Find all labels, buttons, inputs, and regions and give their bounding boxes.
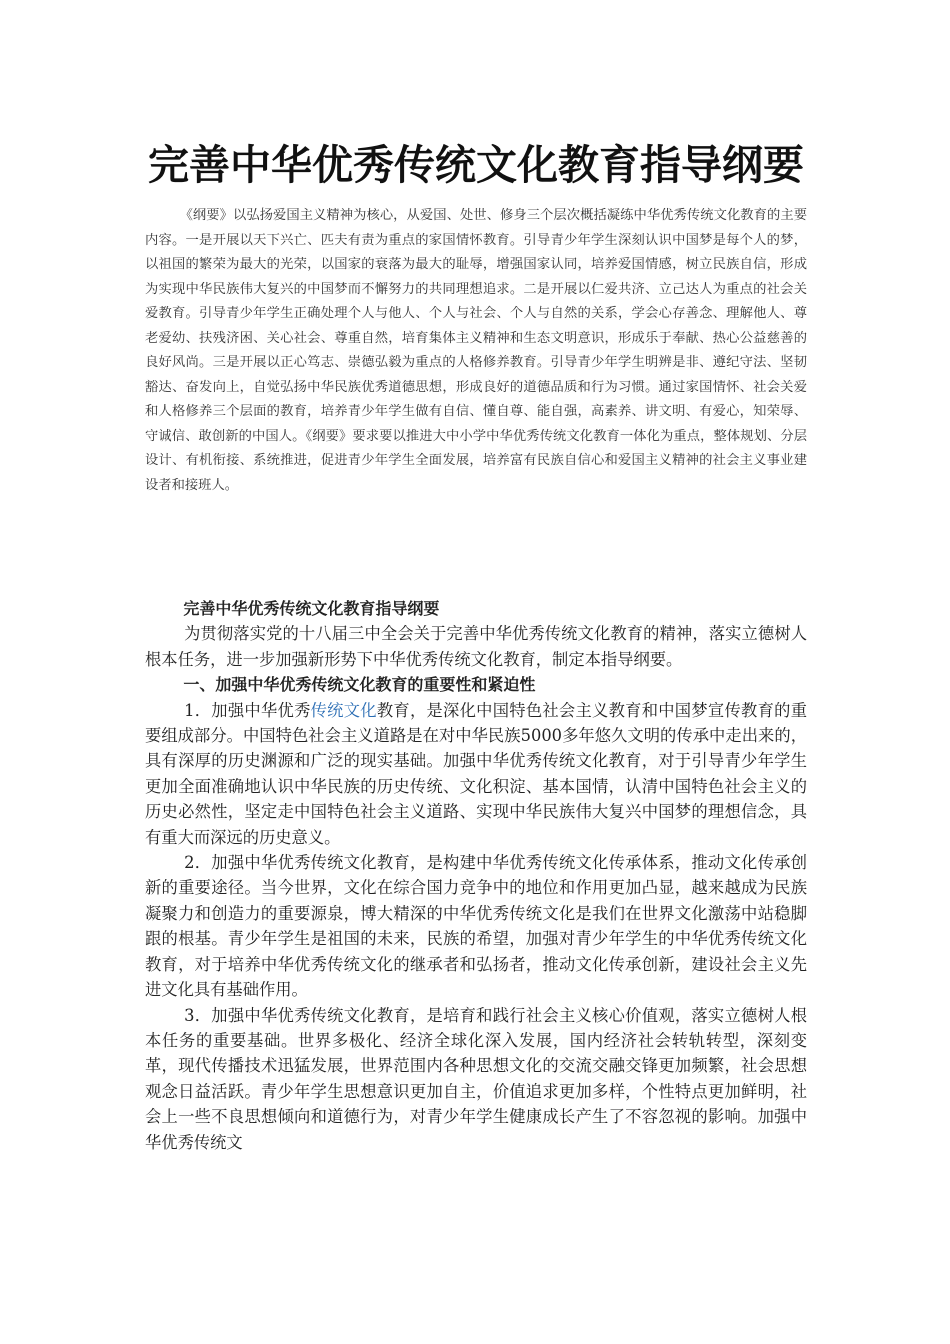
summary-paragraph: 《纲要》以弘扬爱国主义精神为核心，从爱国、处世、修身三个层次概括凝练中华优秀传统文化教育的主要内容。一是开展以天下兴亡、匹夫有责为重点的家国情怀教育。引导青少年学生深刻认识中国梦是每个人的梦，以祖国的繁荣为最大的光荣，以国家的衰落为最大的耻辱，增强国家认同，培养爱国情感，树立民族自信，形成为实现中华民族伟大复兴的中国梦而不懈努力的共同理想追求。二是开展以仁爱共济、立己达人为重点的社会关爱教育。引导青少年学生正确处理个人与他人、个人与社会、个人与自然的关系，学会心存善念、理解他人、尊老爱幼、扶残济困、关心社会、尊重自然，培育集体主义精神和生态文明意识，形成乐于奉献、热心公益慈善的良好风尚。三是开展以正心笃志、崇德弘毅为重点的人格修养教育。引导青少年学生明辨是非、遵纪守法、坚韧豁达、奋发向上，自觉弘扬中华民族优秀道德思想，形成良好的道德品质和行为习惯。通过家国情怀、社会关爱和人格修养三个层面的教育，培养青少年学生做有自信、懂自尊、能自强，高素养、讲文明、有爱心，知荣辱、守诚信、敢创新的中国人。《纲要》要求要以推进大中小学中华优秀传统文化教育一体化为重点，整体规划、分层设计、有机衔接、系统推进，促进青少年学生全面发展，培养富有民族自信心和爱国主义精神的社会主义事业建设者和接班人。 <box>145 208 807 493</box>
document-body <box>145 596 807 1155</box>
paragraph-1-start: 1．加强中华优秀 <box>184 700 311 720</box>
paragraph-2: 2．加强中华优秀传统文化教育，是构建中华优秀传统文化传承体系，推动文化传承创新的重要途径。当今世界，文化在综合国力竞争中的地位和作用更加凸显，越来越成为民族凝聚力和创造力的重要源泉，博大精深的中华优秀传统文化是我们在世界文化激荡中站稳脚跟的根基。青少年学生是祖国的未来，民族的希望，加强对青少年学生的中华优秀传统文化教育，对于培养中华优秀传统文化的继承者和弘扬者，推动文化传承创新，建设社会主义先进文化具有基础作用。 <box>145 853 807 1000</box>
section-title: 完善中华优秀传统文化教育指导纲要 <box>183 599 440 618</box>
heading-1: 一、加强中华优秀传统文化教育的重要性和紧迫性 <box>183 675 536 695</box>
traditional-culture-link[interactable]: 传统文化 <box>310 700 377 720</box>
document-title: 完善中华优秀传统文化教育指导纲要 <box>148 141 804 189</box>
paragraph-1 <box>145 698 807 850</box>
paragraph-1-rest: 教育，是深化中国特色社会主义教育和中国梦宣传教育的重要组成部分。中国特色社会主义道路是在对中华民族5000多年悠久文明的传承中走出来的，具有深厚的历史渊源和广泛的现实基础。加强中华优秀传统文化教育，对于引导青少年学生更加全面准确地认识中华民族的历史传统、文化积淀、基本国情，认清中国特色社会主义的历史必然性，坚定走中国特色社会主义道路、实现中华民族伟大复兴中国梦的理想信念，具有重大而深远的历史意义。 <box>145 700 807 847</box>
intro-paragraph: 为贯彻落实党的十八届三中全会关于完善中华优秀传统文化教育的精神，落实立德树人根本任务，进一步加强新形势下中华优秀传统文化教育，制定本指导纲要。 <box>145 624 807 669</box>
paragraph-3: 3．加强中华优秀传统文化教育，是培育和践行社会主义核心价值观，落实立德树人根本任务的重要基础。世界多极化、经济全球化深入发展，国内经济社会转轨转型，深刻变革，现代传播技术迅猛发展，世界范围内各种思想文化的交流交融交锋更加频繁，社会思想观念日益活跃。青少年学生思想意识更加自主，价值追求更加多样，个性特点更加鲜明，社会上一些不良思想倾向和道德行为，对青少年学生健康成长产生了不容忽视的影响。加强中华优秀传统文 <box>145 1005 807 1152</box>
